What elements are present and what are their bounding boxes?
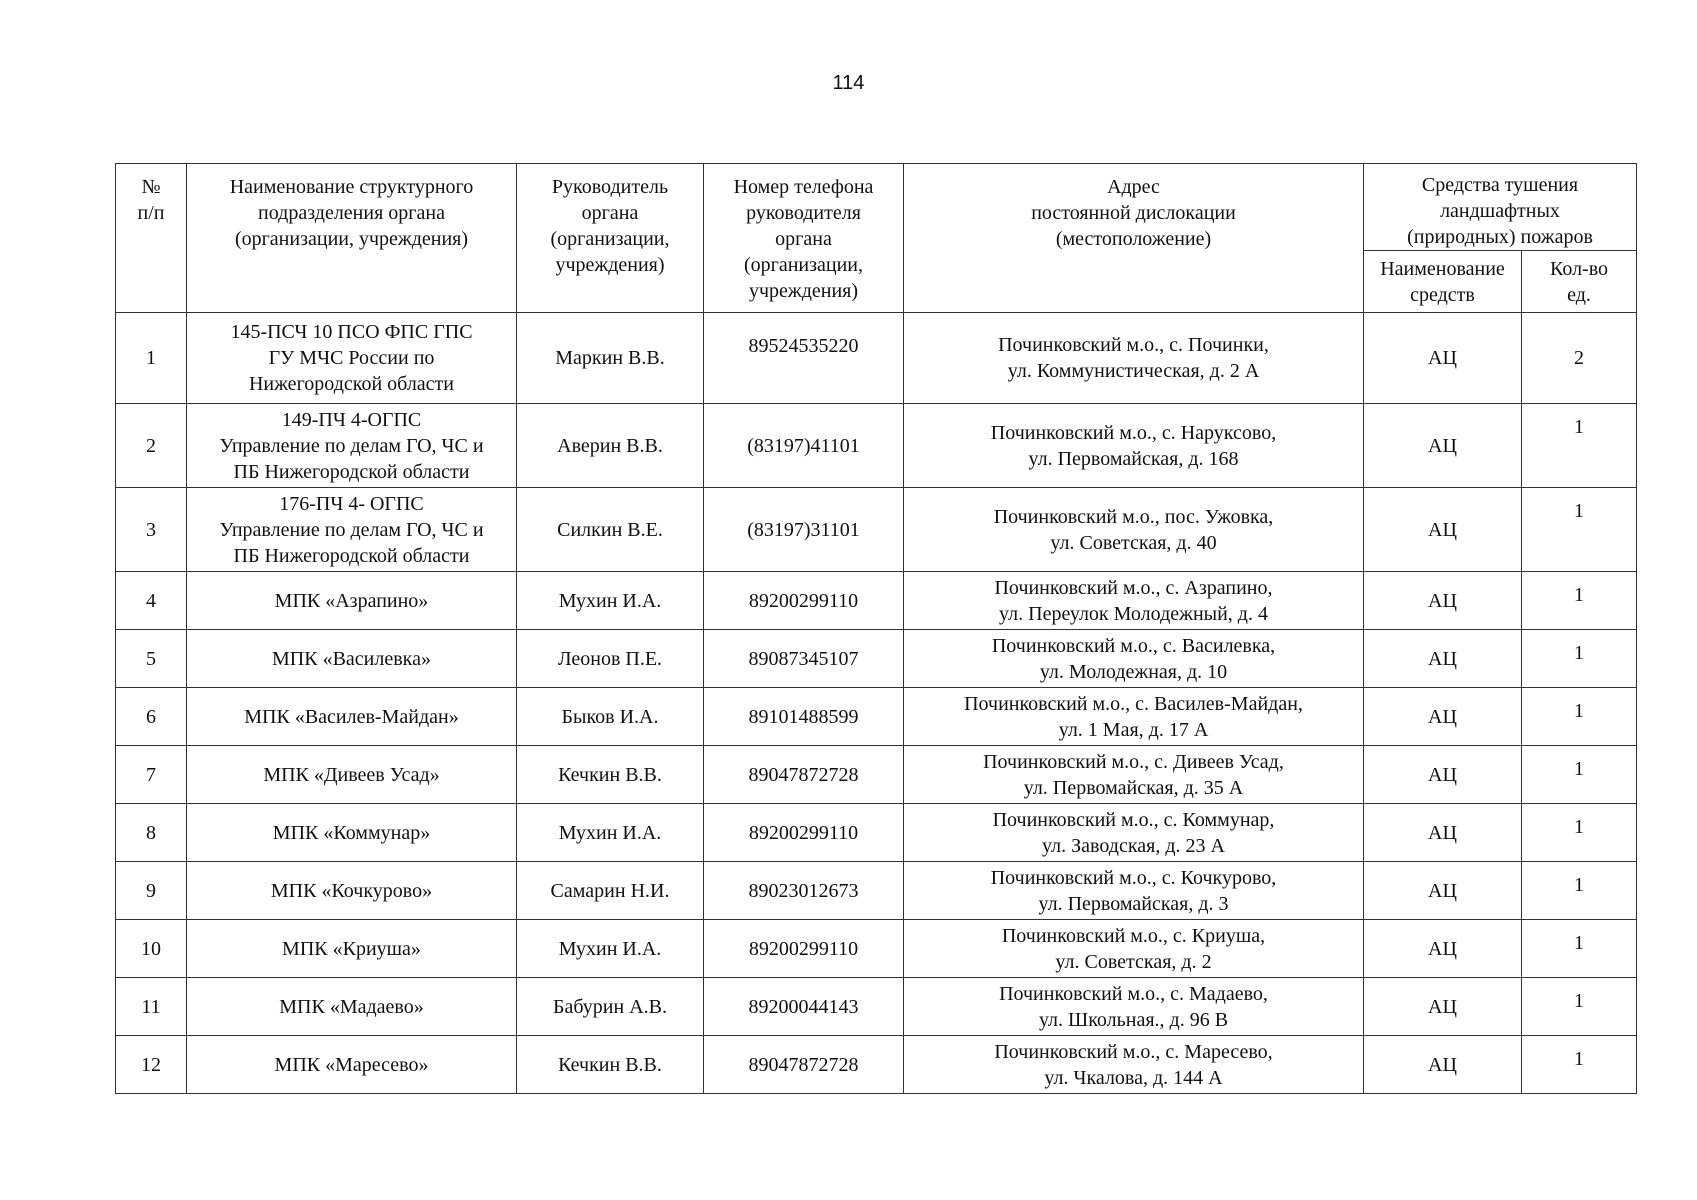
cell-qty: 1 <box>1522 804 1637 862</box>
table-body <box>116 313 1637 1094</box>
table-row <box>116 804 1637 862</box>
table-row <box>116 1036 1637 1094</box>
cell-qty: 1 <box>1522 404 1637 488</box>
cell-unit-name: МПК «Маресево» <box>187 1036 517 1094</box>
cell-phone: 89200299110 <box>704 572 904 630</box>
cell-num: 10 <box>116 920 187 978</box>
cell-address: Починковский м.о., с. Дивеев Усад, ул. Первомайская, д. 35 А <box>904 746 1364 804</box>
cell-phone: 89023012673 <box>704 862 904 920</box>
cell-qty: 1 <box>1522 688 1637 746</box>
cell-phone: (83197)41101 <box>704 404 904 488</box>
cell-num: 9 <box>116 862 187 920</box>
header-address: Адрес постоянной дислокации (местоположение) <box>904 164 1364 313</box>
header-means: Средства тушения ландшафтных (природных) пожаров <box>1364 164 1637 251</box>
cell-unit-name: МПК «Дивеев Усад» <box>187 746 517 804</box>
page-number: 114 <box>832 72 865 94</box>
cell-means: АЦ <box>1364 746 1522 804</box>
cell-means: АЦ <box>1364 804 1522 862</box>
cell-address: Починковский м.о., пос. Ужовка, ул. Советская, д. 40 <box>904 488 1364 572</box>
cell-address: Починковский м.о., с. Мадаево, ул. Школьная., д. 96 В <box>904 978 1364 1036</box>
cell-address: Починковский м.о., с. Кочкурово, ул. Первомайская, д. 3 <box>904 862 1364 920</box>
cell-unit-name: МПК «Кочкурово» <box>187 862 517 920</box>
cell-means: АЦ <box>1364 862 1522 920</box>
cell-qty: 1 <box>1522 1036 1637 1094</box>
cell-unit-name: МПК «Азрапино» <box>187 572 517 630</box>
cell-qty: 1 <box>1522 978 1637 1036</box>
cell-num: 4 <box>116 572 187 630</box>
cell-head: Кечкин В.В. <box>517 1036 704 1094</box>
table-row <box>116 978 1637 1036</box>
cell-phone: 89524535220 <box>704 313 904 404</box>
header-phone: Номер телефона руководителя органа (организации, учреждения) <box>704 164 904 313</box>
cell-head: Маркин В.В. <box>517 313 704 404</box>
cell-num: 2 <box>116 404 187 488</box>
cell-head: Самарин Н.И. <box>517 862 704 920</box>
cell-qty: 1 <box>1522 488 1637 572</box>
cell-head: Мухин И.А. <box>517 804 704 862</box>
cell-means: АЦ <box>1364 978 1522 1036</box>
table-row <box>116 313 1637 404</box>
cell-unit-name: МПК «Василевка» <box>187 630 517 688</box>
cell-num: 5 <box>116 630 187 688</box>
cell-phone: (83197)31101 <box>704 488 904 572</box>
header-num: № п/п <box>116 164 187 313</box>
cell-head: Леонов П.Е. <box>517 630 704 688</box>
cell-head: Аверин В.В. <box>517 404 704 488</box>
header-head: Руководитель органа (организации, учреждения) <box>517 164 704 313</box>
cell-phone: 89101488599 <box>704 688 904 746</box>
table-row <box>116 746 1637 804</box>
cell-address: Починковский м.о., с. Починки, ул. Коммунистическая, д. 2 А <box>904 313 1364 404</box>
cell-means: АЦ <box>1364 688 1522 746</box>
cell-unit-name: 145-ПСЧ 10 ПСО ФПС ГПС ГУ МЧС России по Нижегородской области <box>187 313 517 404</box>
cell-unit-name: 149-ПЧ 4-ОГПС Управление по делам ГО, ЧС и ПБ Нижегородской области <box>187 404 517 488</box>
cell-means: АЦ <box>1364 572 1522 630</box>
cell-qty: 1 <box>1522 572 1637 630</box>
cell-means: АЦ <box>1364 920 1522 978</box>
cell-qty: 1 <box>1522 862 1637 920</box>
cell-address: Починковский м.о., с. Криуша, ул. Советская, д. 2 <box>904 920 1364 978</box>
table-row <box>116 862 1637 920</box>
cell-head: Быков И.А. <box>517 688 704 746</box>
cell-head: Кечкин В.В. <box>517 746 704 804</box>
cell-head: Мухин И.А. <box>517 572 704 630</box>
fire-units-table <box>115 163 1637 1094</box>
cell-head: Мухин И.А. <box>517 920 704 978</box>
cell-phone: 89200299110 <box>704 804 904 862</box>
cell-qty: 1 <box>1522 920 1637 978</box>
cell-qty: 1 <box>1522 630 1637 688</box>
cell-address: Починковский м.о., с. Азрапино, ул. Переулок Молодежный, д. 4 <box>904 572 1364 630</box>
table-row <box>116 688 1637 746</box>
table-header <box>116 164 1637 313</box>
cell-means: АЦ <box>1364 404 1522 488</box>
cell-address: Починковский м.о., с. Василевка, ул. Молодежная, д. 10 <box>904 630 1364 688</box>
cell-qty: 1 <box>1522 746 1637 804</box>
cell-phone: 89200299110 <box>704 920 904 978</box>
cell-unit-name: МПК «Криуша» <box>187 920 517 978</box>
table-row <box>116 920 1637 978</box>
cell-means: АЦ <box>1364 313 1522 404</box>
cell-unit-name: МПК «Василев-Майдан» <box>187 688 517 746</box>
cell-phone: 89200044143 <box>704 978 904 1036</box>
cell-unit-name: МПК «Коммунар» <box>187 804 517 862</box>
header-means-name: Наименование средств <box>1364 251 1522 313</box>
header-means-qty: Кол-во ед. <box>1522 251 1637 313</box>
cell-num: 3 <box>116 488 187 572</box>
cell-num: 6 <box>116 688 187 746</box>
cell-unit-name: 176-ПЧ 4- ОГПС Управление по делам ГО, ЧС и ПБ Нижегородской области <box>187 488 517 572</box>
cell-address: Починковский м.о., с. Коммунар, ул. Заводская, д. 23 А <box>904 804 1364 862</box>
header-unit-name: Наименование структурного подразделения органа (организации, учреждения) <box>187 164 517 313</box>
table-row <box>116 488 1637 572</box>
cell-means: АЦ <box>1364 1036 1522 1094</box>
cell-address: Починковский м.о., с. Василев-Майдан, ул. 1 Мая, д. 17 А <box>904 688 1364 746</box>
cell-num: 7 <box>116 746 187 804</box>
table-row <box>116 404 1637 488</box>
cell-num: 8 <box>116 804 187 862</box>
cell-phone: 89087345107 <box>704 630 904 688</box>
cell-num: 12 <box>116 1036 187 1094</box>
table-row <box>116 630 1637 688</box>
table-row <box>116 572 1637 630</box>
cell-unit-name: МПК «Мадаево» <box>187 978 517 1036</box>
cell-address: Починковский м.о., с. Наруксово, ул. Первомайская, д. 168 <box>904 404 1364 488</box>
cell-phone: 89047872728 <box>704 746 904 804</box>
cell-means: АЦ <box>1364 488 1522 572</box>
cell-num: 1 <box>116 313 187 404</box>
cell-head: Бабурин А.В. <box>517 978 704 1036</box>
cell-address: Починковский м.о., с. Маресево, ул. Чкалова, д. 144 А <box>904 1036 1364 1094</box>
cell-num: 11 <box>116 978 187 1036</box>
cell-qty: 2 <box>1522 313 1637 404</box>
cell-head: Силкин В.Е. <box>517 488 704 572</box>
cell-phone: 89047872728 <box>704 1036 904 1094</box>
cell-means: АЦ <box>1364 630 1522 688</box>
